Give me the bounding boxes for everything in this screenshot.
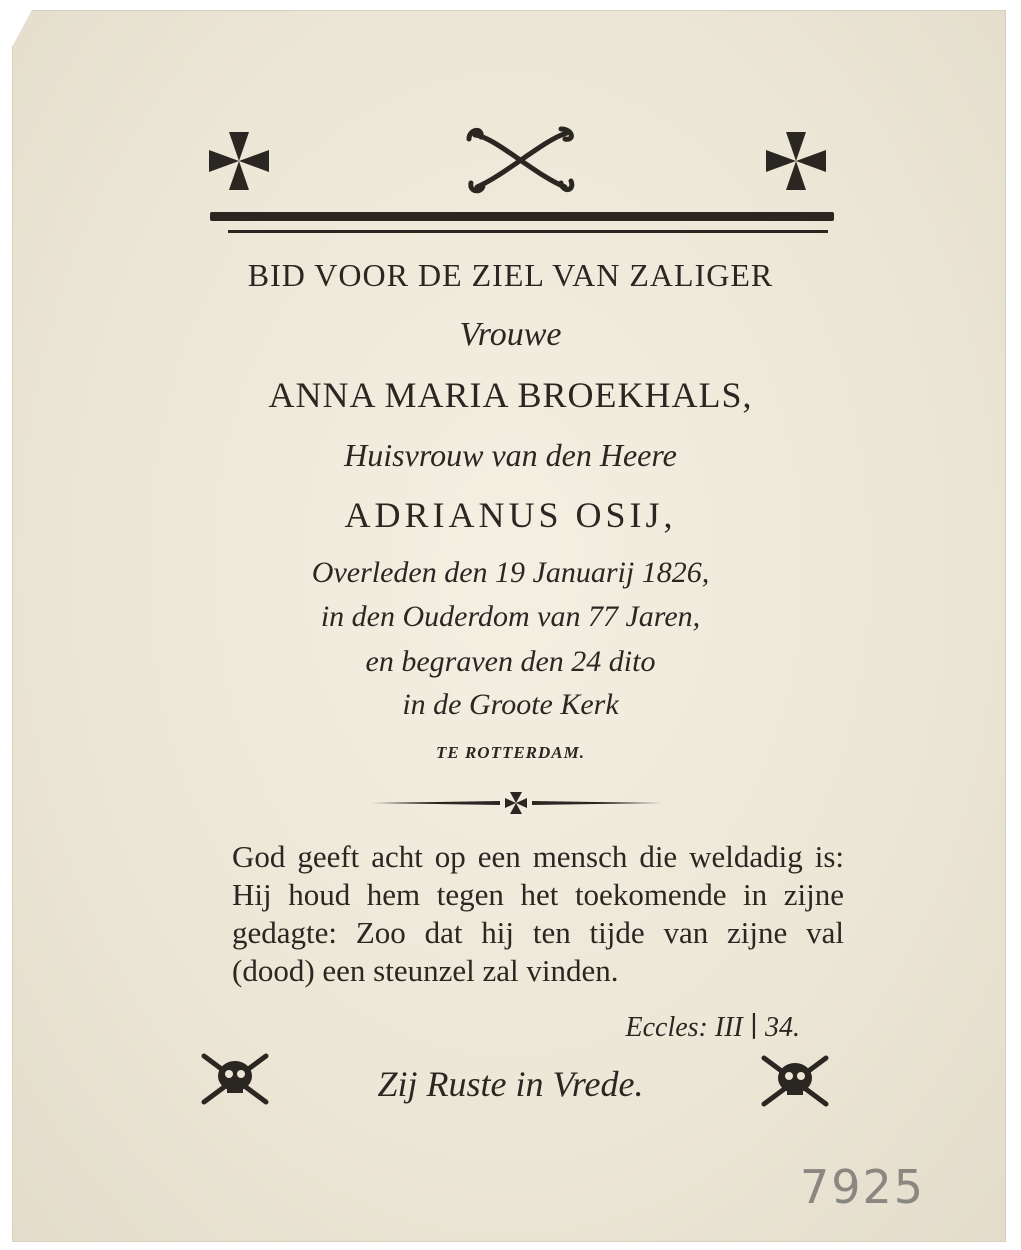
archive-number: 7925 — [800, 1160, 926, 1214]
crossed-bones-icon — [465, 125, 577, 195]
age-line: in den Ouderdom van 77 Jaren, — [320, 600, 701, 633]
death-date: Overleden den 19 Januarij 1826, — [311, 556, 710, 589]
skull-crossbones-icon — [758, 1052, 832, 1110]
top-rule-thick — [210, 212, 834, 221]
small-cross-icon — [370, 790, 662, 816]
cross-pattee-icon — [205, 128, 273, 194]
cross-pattee-icon — [762, 128, 830, 194]
deceased-name: ANNA MARIA BROEKHALS, — [268, 375, 753, 415]
spouse-intro: Huisvrouw van den Heere — [344, 437, 677, 473]
title-vrouwe: Vrouwe — [459, 316, 562, 353]
scripture-verse: God geeft acht op een mensch die weldadig is: Hij houd hem tegen het toekomende in zijne gedagte: Zoo dat hij ten tijde van zijne val (dood) een steunzel zal vinden. — [232, 839, 844, 988]
heading-prayer: BID VOOR DE ZIEL VAN ZALIGER — [247, 257, 774, 293]
city-line: TE ROTTERDAM. — [435, 743, 586, 762]
closing-blessing: Zij Ruste in Vrede. — [377, 1064, 644, 1104]
burial-place: in de Groote Kerk — [402, 688, 619, 721]
top-rule-thin — [228, 230, 828, 233]
scripture-reference: Eccles: III ∣ 34. — [625, 1012, 800, 1043]
burial-date: en begraven den 24 dito — [365, 645, 656, 678]
spouse-name: ADRIANUS OSIJ, — [344, 495, 677, 535]
